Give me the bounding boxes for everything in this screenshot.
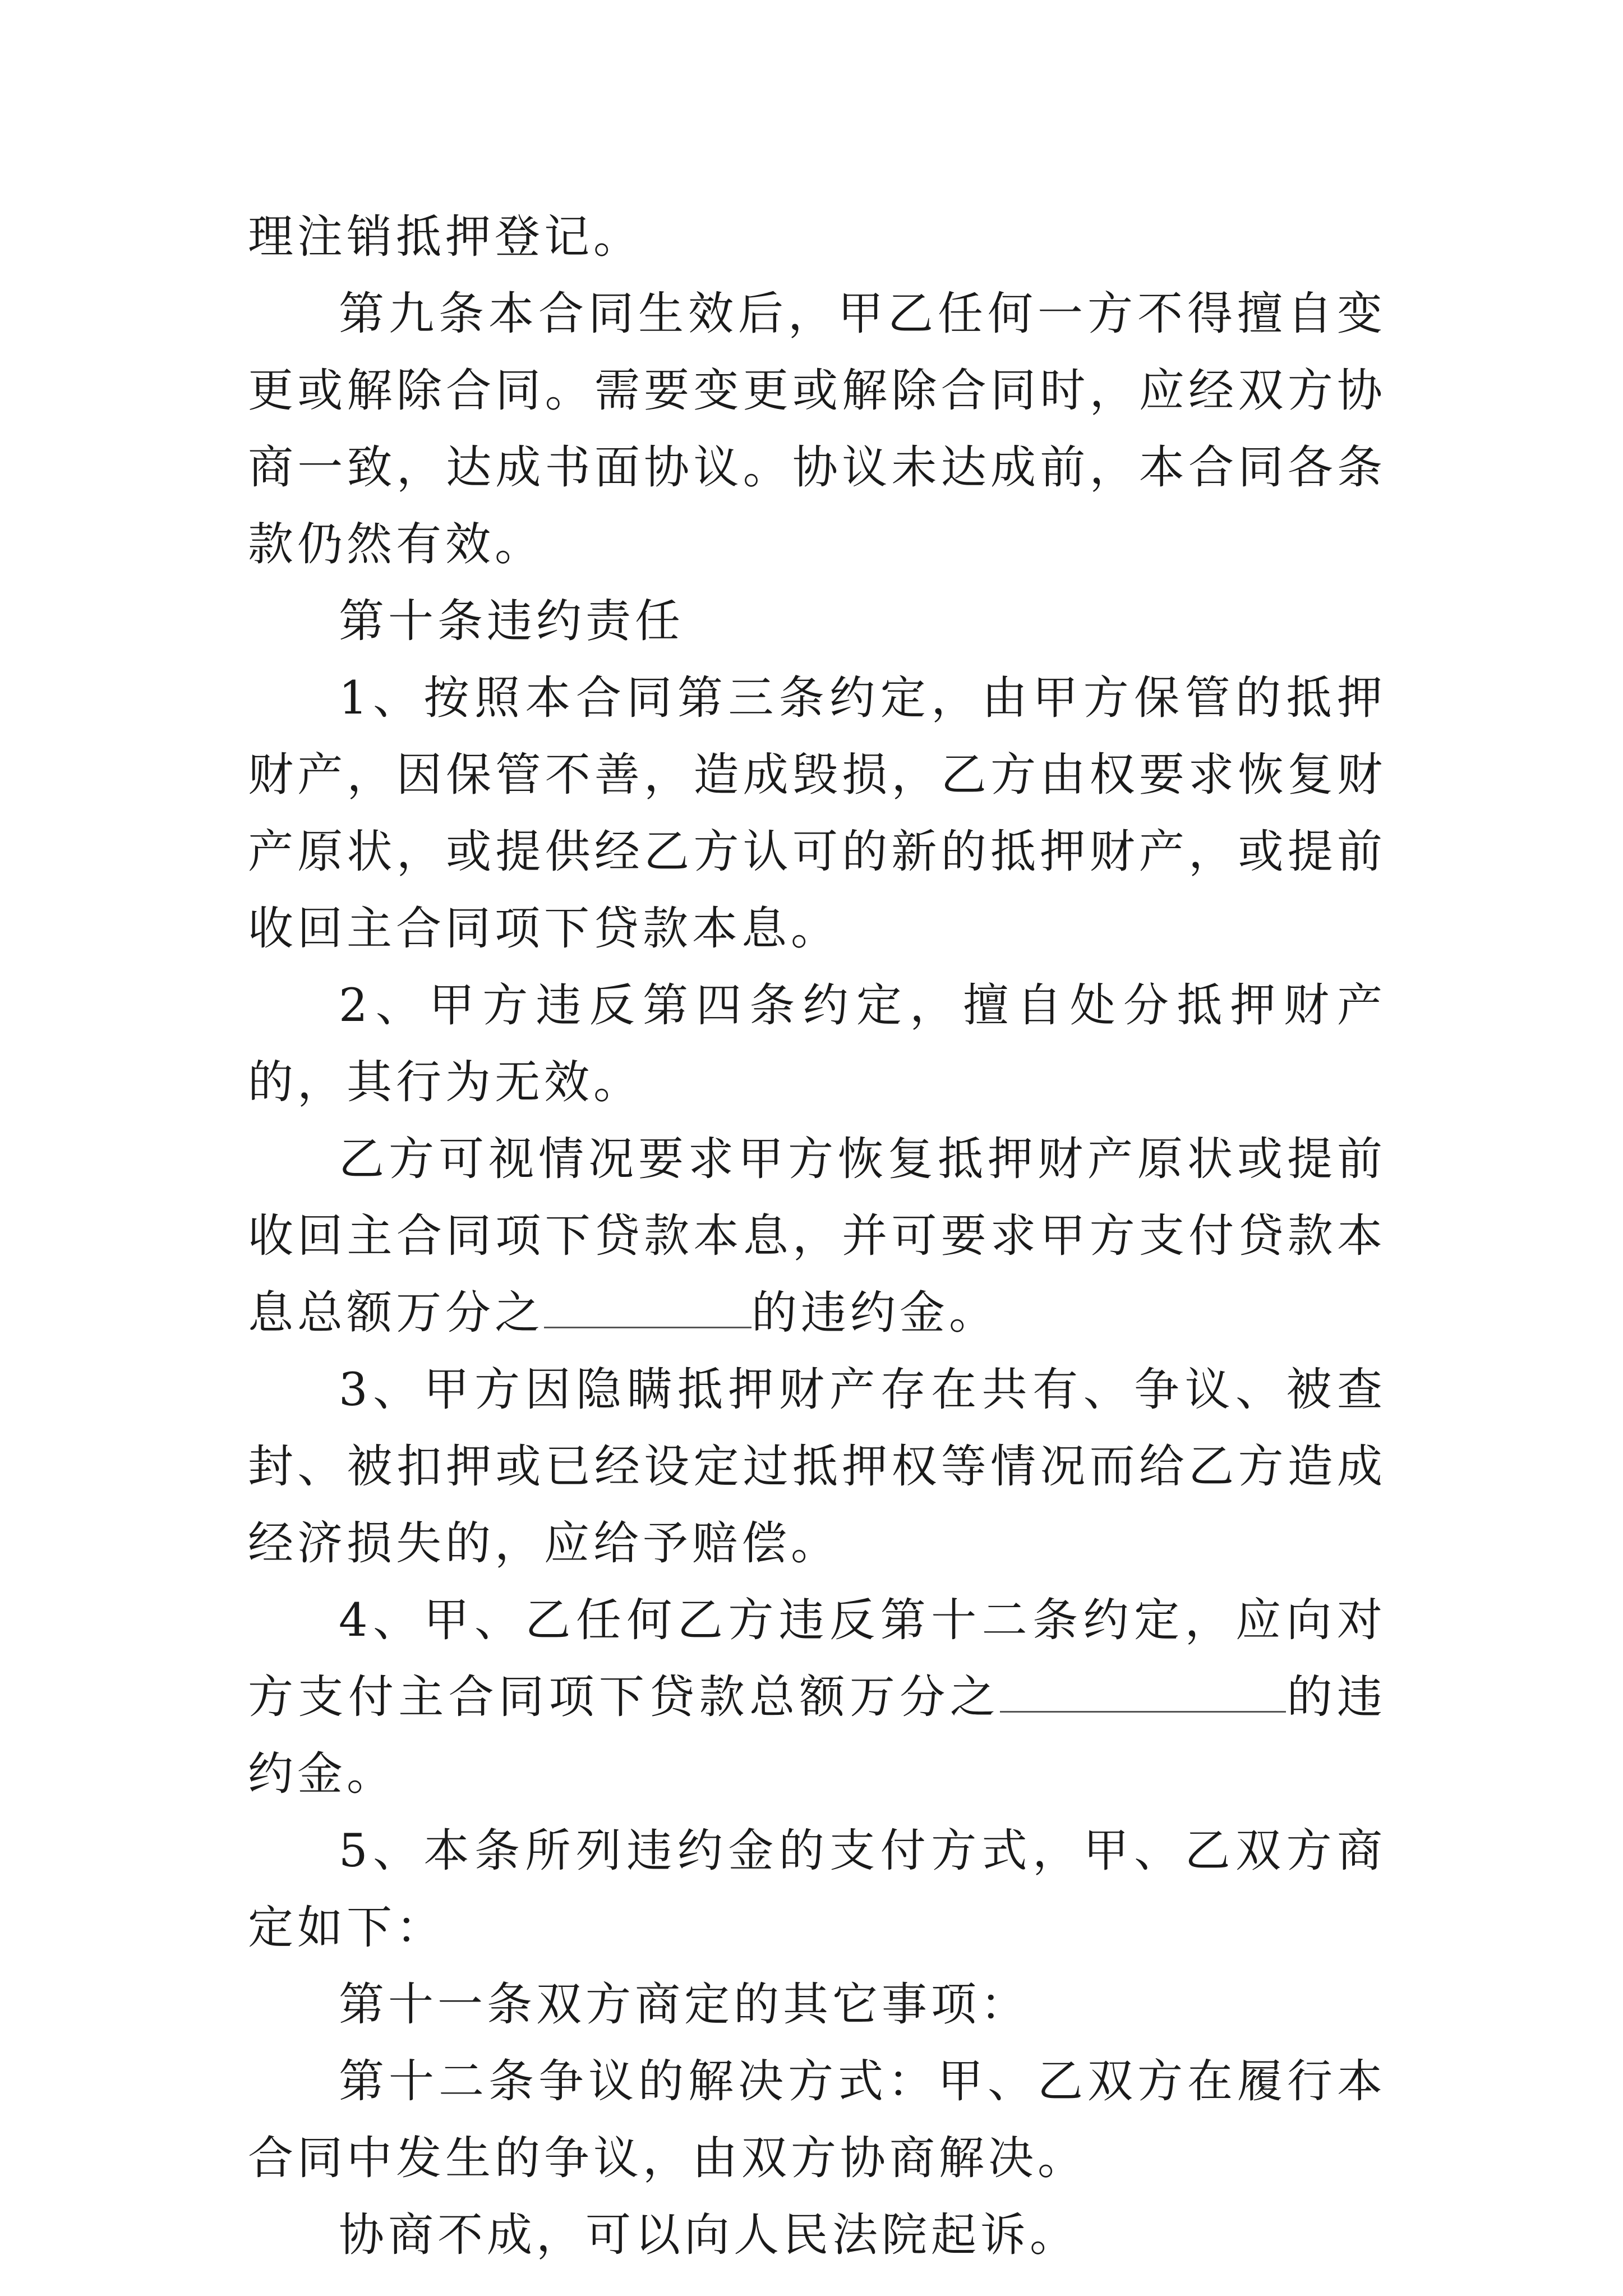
paragraph-clause-5: 5、本条所列违约金的支付方式，甲、乙双方商定如下： <box>248 1825 1386 1954</box>
paragraph-clause-4 <box>248 1582 1386 1813</box>
fill-in-blank <box>1000 1672 1286 1713</box>
paragraph-litigation: 协商不成，可以向人民法院起诉。 <box>339 2209 1080 2262</box>
paragraph-clause-1: 1、按照本合同第三条约定，由甲方保管的抵押财产，因保管不善，造成毁损，乙方由权要求恢复财产原状，或提供经乙方认可的新的抵押财产，或提前收回主合同项下贷款本息。 <box>248 672 1386 955</box>
paragraph-article-9: 第九条本合同生效后，甲乙任何一方不得擅自变更或解除合同。需要变更或解除合同时，应经双方协商一致，达成书面协议。协议未达成前，本合同各条款仍然有效。 <box>248 288 1386 571</box>
paragraph-article-12: 第十二条争议的解决方式：甲、乙双方在履行本合同中发生的争议，由双方协商解决。 <box>248 2055 1386 2185</box>
document-body <box>248 199 1386 2274</box>
paragraph-clause-2-continued <box>248 1121 1386 1352</box>
clause-2-text-before-blank: 乙方可视情况要求甲方恢复抵押财产原状或提前收回主合同项下贷款本息，并可要求甲方支付贷款本息总额万分之 <box>248 1133 1386 1340</box>
paragraph-registration-cancel: 理注销抵押登记。 <box>248 211 643 264</box>
paragraph-clause-2: 2、甲方违反第四条约定，擅自处分抵押财产的，其行为无效。 <box>248 979 1386 1109</box>
paragraph-article-10-heading: 第十条违约责任 <box>339 595 685 648</box>
clause-4-text-before-blank: 4、甲、乙任何乙方违反第十二条约定，应向对方支付主合同项下贷款总额万分之 <box>248 1594 1386 1724</box>
fill-in-blank <box>544 1287 751 1328</box>
clause-2-text-after-blank: 的违约金。 <box>751 1287 999 1340</box>
clause-4-text-after-blank: 的违约金。 <box>248 1671 1386 1801</box>
paragraph-clause-3: 3、甲方因隐瞒抵押财产存在共有、争议、被查封、被扣押或已经设定过抵押权等情况而给乙方造成经济损失的，应给予赔偿。 <box>248 1364 1386 1570</box>
paragraph-article-11: 第十一条双方商定的其它事项： <box>339 1978 1030 2031</box>
